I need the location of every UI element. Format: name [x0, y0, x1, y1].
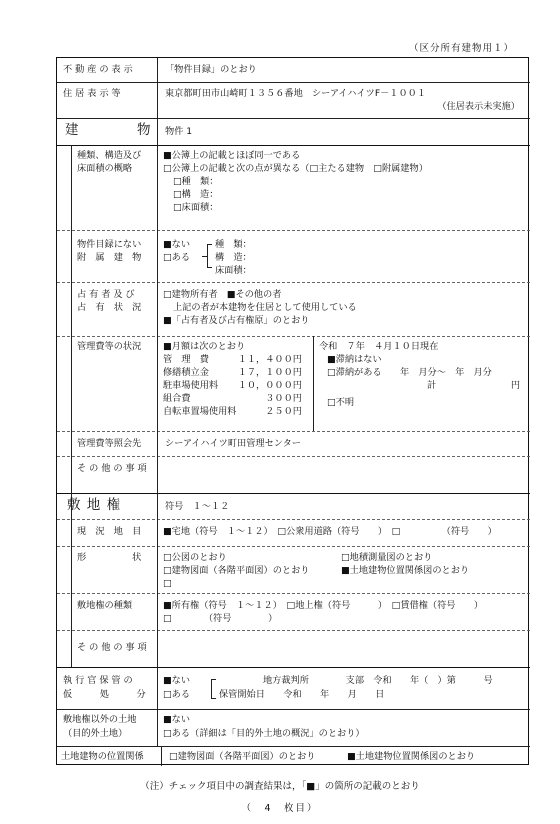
row-divider [57, 630, 530, 631]
document-label: （区分所有建物用１） [408, 43, 514, 54]
row-divider [57, 667, 530, 668]
row-divider [57, 593, 530, 594]
fee-row-name: 組合費 [163, 393, 191, 404]
address-note: （住居表示未実施） [437, 101, 520, 112]
annex-label-1: 物件目録にない [77, 239, 142, 250]
annex-field-3: 床面積： [215, 265, 252, 276]
building-header-right: 物 [137, 122, 152, 138]
row-divider [57, 118, 530, 119]
report-frame [56, 57, 529, 765]
row-divider [57, 431, 530, 432]
fee-row-amount: １１，４００円 [237, 354, 302, 365]
footer-note: （注）チェック項目中の調査結果は，「■」の箇所の記載のとおり [140, 781, 420, 792]
current-use-value: ■宅地（符号 １～１２） □公衆用道路（符号 ） □ （符号 ） [163, 526, 497, 537]
shape-opt-3: □建物図面（各階平面図）のとおり [163, 565, 310, 576]
fee-row-name: 自転車置場使用料 [163, 406, 237, 417]
building-header-left: 建 [65, 122, 80, 138]
annex-bracket-stem [202, 256, 207, 257]
custody-line-1: 地方裁判所 支部 令和 年（ ）第 号 [263, 675, 493, 686]
address-label: 住 居 表 示 等 [63, 88, 121, 99]
site-right-value: 符号 １～１２ [165, 501, 230, 512]
kind-line-4: □構 造： [173, 189, 219, 200]
column-divider [161, 746, 162, 766]
mgmt-contact-label: 管理費等照会先 [77, 438, 142, 449]
other-land-label-1: 敷地権以外の土地 [63, 714, 137, 725]
kind-label-2: 床面積の概略 [77, 163, 133, 174]
kind-line-3: □種 類： [173, 176, 219, 187]
row-divider [57, 519, 530, 520]
page-number: （ 4 枚目） [241, 803, 319, 814]
custody-label-1: 執 行 官 保 管 の [63, 675, 133, 686]
fee-unknown: □不明 [327, 397, 355, 408]
site-kind-line-2: □ （符号 ） [163, 613, 278, 624]
custody-label-2: 仮 処 分 [63, 689, 146, 700]
other-land-none: ■ない [163, 714, 191, 725]
occupancy-line-3: ■「占有者及び占有権原」のとおり [163, 315, 310, 326]
row-divider [57, 709, 530, 710]
building-item: 物件 1 [165, 126, 193, 137]
fee-divider [313, 336, 314, 431]
custody-bracket [211, 679, 216, 699]
row-divider [57, 145, 530, 146]
shape-opt-1: □公図のとおり [163, 552, 227, 563]
property-display-label: 不 動 産 の 表 示 [63, 64, 133, 75]
row-divider [57, 456, 530, 457]
annex-field-2: 構 造： [215, 252, 252, 263]
position-label: 土地建物の位置関係 [61, 751, 144, 762]
shape-opt-2: □地積測量図のとおり [341, 552, 433, 563]
indent-divider [71, 145, 72, 667]
current-use-label: 現 況 地 目 [77, 526, 142, 537]
row-divider [57, 746, 530, 747]
custody-none: ■ない [163, 675, 191, 686]
column-divider [157, 58, 158, 746]
annex-label-2: 附 属 建 物 [77, 252, 142, 263]
shape-opt-5: □ [163, 578, 172, 589]
fee-row-amount: ２５０円 [265, 406, 302, 417]
property-display-value: 「物件目録」のとおり [165, 64, 257, 75]
annex-field-1: 種 類： [215, 239, 252, 250]
kind-label-1: 種類、構造及び [77, 150, 142, 161]
address-value: 東京都町田市山崎町１３５６番地 シーアイハイツF－１００１ [165, 88, 427, 99]
fee-row-name: 駐車場使用料 [163, 380, 219, 391]
position-opt-2: ■土地建物位置関係図のとおり [347, 751, 476, 762]
mgmt-contact-value: シーアイハイツ町田管理センター [165, 438, 301, 449]
kind-line-5: □床面積： [173, 202, 219, 213]
fee-no-arrears: ■滞納はない [327, 354, 382, 365]
row-divider [57, 82, 530, 83]
annex-some: □ある [163, 252, 191, 263]
other-land-label-2: （目的外土地） [63, 728, 128, 739]
fee-arrears-total: 計 [427, 380, 437, 391]
fee-yen: 円 [510, 380, 520, 391]
row-divider [57, 493, 530, 494]
mgmt-fee-label: 管理費等の状況 [77, 341, 142, 352]
occupancy-label-1: 占 有 者 及 び [77, 289, 135, 300]
fee-row-name: 管 理 費 [163, 354, 209, 365]
custody-some: □ある [163, 689, 191, 700]
fee-row-amount: ３００円 [265, 393, 302, 404]
fee-row-name: 修繕積立金 [163, 367, 209, 378]
fee-row-amount: １０，０００円 [237, 380, 302, 391]
kind-line-2: □公簿上の記載と次の点が異なる（□主たる建物 □附属建物） [163, 163, 428, 174]
row-divider [57, 336, 530, 337]
row-divider [57, 282, 530, 283]
row-divider [57, 230, 530, 231]
annex-bracket [207, 244, 212, 268]
mgmt-fee-head: ■月額は次のとおり [163, 341, 246, 352]
shape-label: 形 状 [77, 552, 142, 563]
other-land-some: □ある（詳細は「目的外土地の概況」のとおり） [163, 728, 365, 739]
site-right-header: 敷 地 権 [67, 497, 122, 513]
custody-line-2: 保管開始日 令和 年 月 日 [219, 689, 385, 700]
row-divider [57, 546, 530, 547]
fee-row-amount: １７，１００円 [237, 367, 302, 378]
shape-opt-4: ■土地建物位置関係図のとおり [341, 565, 470, 576]
occupancy-label-2: 占 有 状 況 [77, 302, 142, 313]
position-opt-1: □建物図面（各階平面図）のとおり [169, 751, 316, 762]
fee-arrears: □滞納がある 年 月分～ 年 月分 [327, 367, 492, 378]
site-kind-label: 敷地権の種類 [77, 600, 133, 611]
site-kind-line-1: ■所有権（符号 １～１２） □地上権（符号 ） □賃借権（符号 ） [163, 600, 484, 611]
kind-line-1: ■公簿上の記載とほぼ同一である [163, 150, 301, 161]
occupancy-line-2: 上記の者が本建物を住居として使用している [173, 302, 357, 313]
site-other-label: そ の 他 の 事 項 [77, 642, 147, 653]
fee-date: 令和 ７年 ４月１０日現在 [319, 341, 439, 352]
building-other-label: そ の 他 の 事 項 [77, 463, 147, 474]
annex-none: ■ない [163, 239, 191, 250]
occupancy-line-1: □建物所有者 ■その他の者 [163, 289, 282, 300]
